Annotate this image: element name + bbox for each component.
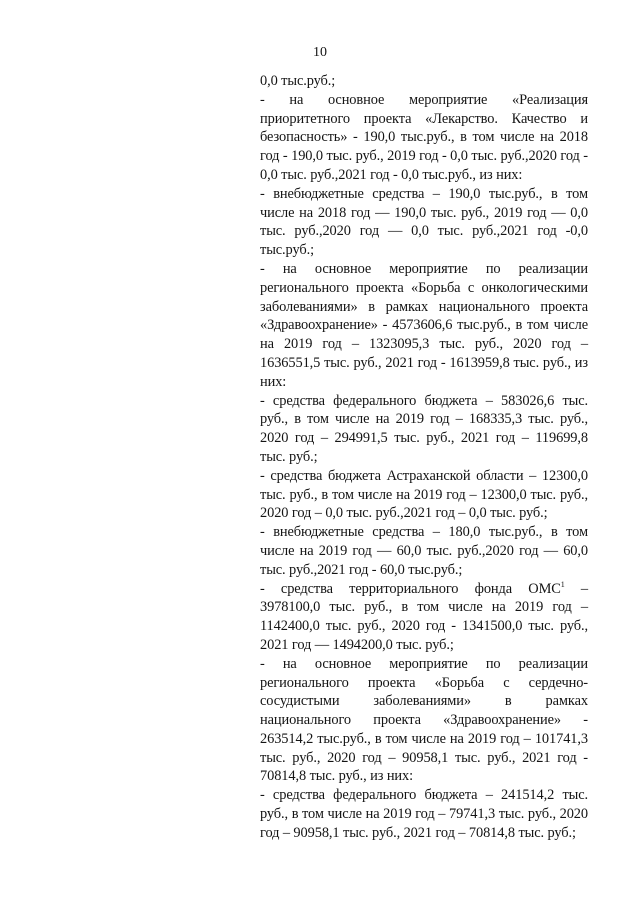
page-number: 10 [313, 45, 327, 60]
paragraph-4: - на основное мероприятие по реализации регионального проекта «Борьба с онкологическими заболеваниями» в рамках национального проекта «Здравоохранение» - 4573606,6 тыс.руб., в том числе на 2019 год – 1323095,3 тыс. руб., 2020 год – 1636551,5 тыс. руб., 2021 год - 1613959,8 тыс. руб., из них: [260, 260, 588, 390]
paragraph-8-rest: – 3978100,0 тыс. руб., в том числе на 2019 год – 1142400,0 тыс. руб., 2020 год - 1341500,0 тыс. руб., 2021 год — 1494200,0 тыс. руб.; [260, 580, 588, 653]
paragraph-5: - средства федерального бюджета – 583026,6 тыс. руб., в том числе на 2019 год – 168335,3 тыс. руб., 2020 год – 294991,5 тыс. руб., 2021 год – 119699,8 тыс. руб.; [260, 392, 588, 465]
paragraph-9: - на основное мероприятие по реализации регионального проекта «Борьба с сердечно- сосудистыми заболеваниями» в рамках национального проекта «Здравоохранение» - 263514,2 тыс.руб., в том числе на 2019 год – 101741,3 тыс. руб., 2020 год – 90958,1 тыс. руб., 2021 год - 70814,8 тыс. руб., из них: [260, 655, 588, 785]
paragraph-1: 0,0 тыс.руб.; [260, 73, 336, 89]
paragraph-8 [260, 580, 588, 655]
paragraph-6: - средства бюджета Астраханской области – 12300,0 тыс. руб., в том числе на 2019 год – 12300,0 тыс. руб., 2020 год – 0,0 тыс. руб.,2021 год – 0,0 тыс. руб.; [260, 467, 588, 522]
paragraph-10: - средства федерального бюджета – 241514,2 тыс. руб., в том числе на 2019 год – 79741,3 тыс. руб., 2020 год – 90958,1 тыс. руб., 2021 год – 70814,8 тыс. руб.; [260, 787, 588, 841]
paragraph-2: - на основное мероприятие «Реализация приоритетного проекта «Лекарство. Качество и безопасность» - 190,0 тыс.руб., в том числе на 2018 год - 190,0 тыс. руб., 2019 год - 0,0 тыс. руб.,2020 год - 0,0 тыс. руб.,2021 год - 0,0 тыс.руб., из них: [260, 91, 588, 183]
paragraph-8-start: - средства территориального фонда ОМС [260, 580, 561, 597]
document-body [260, 72, 588, 843]
paragraph-3: - внебюджетные средства – 190,0 тыс.руб., в том числе на 2018 год — 190,0 тыс. руб., 2019 год — 0,0 тыс. руб.,2020 год — 0,0 тыс. руб.,2021 год -0,0 тыс.руб.; [260, 185, 588, 259]
paragraph-7: - внебюджетные средства – 180,0 тыс.руб., в том числе на 2019 год — 60,0 тыс. руб.,2020 год — 60,0 тыс. руб.,2021 год - 60,0 тыс.руб.; [260, 524, 588, 578]
footnote-mark: 1 [560, 579, 565, 589]
